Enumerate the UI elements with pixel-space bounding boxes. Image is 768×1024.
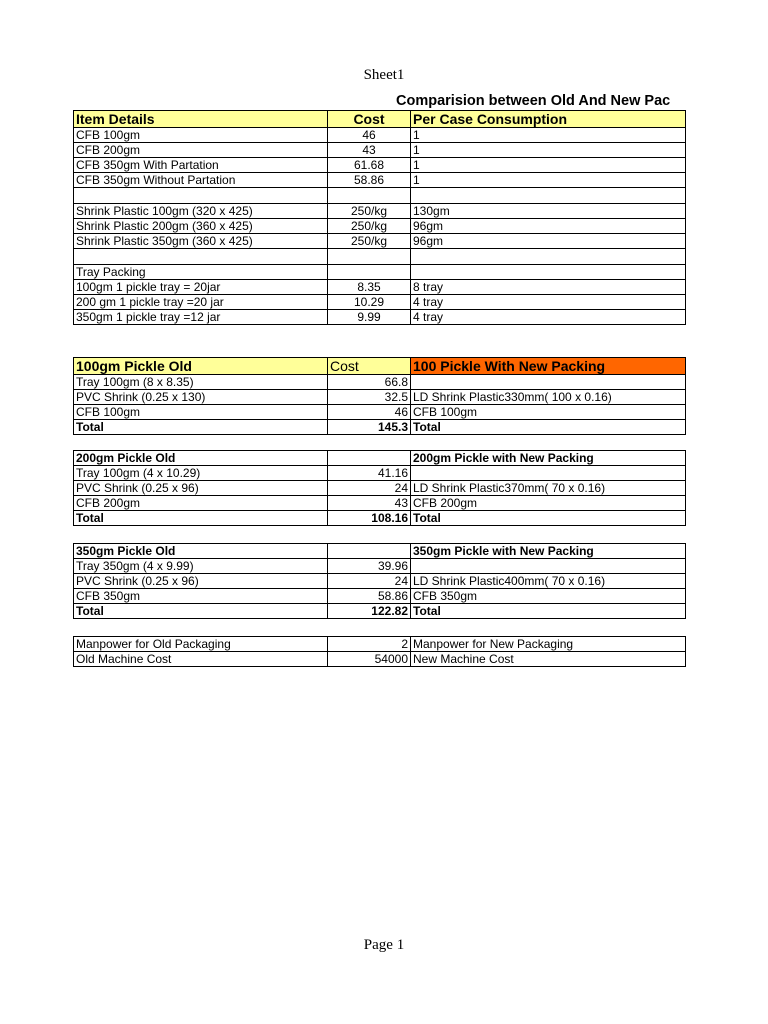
table-row: [74, 158, 686, 173]
cell: [411, 188, 686, 204]
table-row: [74, 574, 686, 589]
table-row: [74, 280, 686, 295]
cell: Tray 100gm (8 x 8.35): [74, 375, 328, 390]
section-350-header-old: 350gm Pickle Old: [74, 544, 328, 559]
items-header-cost: Cost: [328, 111, 411, 128]
table-row: [74, 604, 686, 619]
cell: 145.3: [328, 420, 411, 435]
section-350-header-new: 350gm Pickle with New Packing: [411, 544, 686, 559]
cell: CFB 100gm: [411, 405, 686, 420]
cell: CFB 350gm: [411, 589, 686, 604]
cell: Old Machine Cost: [74, 652, 328, 667]
cell: Shrink Plastic 350gm (360 x 425): [74, 234, 328, 249]
cell: [328, 249, 411, 265]
cell: 250/kg: [328, 234, 411, 249]
cell: Shrink Plastic 200gm (360 x 425): [74, 219, 328, 234]
cell: Total: [411, 604, 686, 619]
cell: 200 gm 1 pickle tray =20 jar: [74, 295, 328, 310]
cell: Total: [74, 511, 328, 526]
cell: [411, 265, 686, 280]
cell: 1: [411, 173, 686, 188]
cell: CFB 350gm Without Partation: [74, 173, 328, 188]
cell: [411, 466, 686, 481]
cell: 43: [328, 496, 411, 511]
cell: CFB 200gm: [74, 496, 328, 511]
manpower-table: [73, 636, 686, 667]
sheet-title: Comparision between Old And New Pac: [396, 93, 671, 109]
cell: 122.82: [328, 604, 411, 619]
cell: LD Shrink Plastic370mm( 70 x 0.16): [411, 481, 686, 496]
table-row: [74, 143, 686, 158]
cell: 10.29: [328, 295, 411, 310]
cell: Tray Packing: [74, 265, 328, 280]
cell: 8.35: [328, 280, 411, 295]
cell: 130gm: [411, 204, 686, 219]
table-row: [74, 390, 686, 405]
section-100-header-old: 100gm Pickle Old: [74, 358, 328, 375]
section-200-header-cost: [328, 451, 411, 466]
cell: 43: [328, 143, 411, 158]
cell: [328, 188, 411, 204]
sheet-name: Sheet1: [363, 67, 405, 83]
items-table: [73, 110, 686, 325]
cell: PVC Shrink (0.25 x 96): [74, 574, 328, 589]
table-row: [74, 637, 686, 652]
cell: 54000: [328, 652, 411, 667]
cell: 46: [328, 405, 411, 420]
section-350gm-table: [73, 543, 686, 619]
section-200gm-table: [73, 450, 686, 526]
section-100-header-cost: Cost: [328, 358, 411, 375]
cell: [411, 559, 686, 574]
cell: 1: [411, 158, 686, 173]
table-row: [74, 559, 686, 574]
cell: [74, 249, 328, 265]
table-row: [74, 589, 686, 604]
cell: 8 tray: [411, 280, 686, 295]
cell: 24: [328, 481, 411, 496]
table-row: [74, 496, 686, 511]
cell: 9.99: [328, 310, 411, 325]
table-row: [74, 204, 686, 219]
table-row: [74, 405, 686, 420]
table-row: [74, 420, 686, 435]
cell: PVC Shrink (0.25 x 130): [74, 390, 328, 405]
cell: 96gm: [411, 234, 686, 249]
cell: Tray 350gm (4 x 9.99): [74, 559, 328, 574]
cell: [411, 249, 686, 265]
cell: Total: [411, 511, 686, 526]
cell: Shrink Plastic 100gm (320 x 425): [74, 204, 328, 219]
cell: 58.86: [328, 589, 411, 604]
cell: CFB 200gm: [74, 143, 328, 158]
cell: CFB 100gm: [74, 128, 328, 143]
cell: 2: [328, 637, 411, 652]
cell: 58.86: [328, 173, 411, 188]
table-row: [74, 188, 686, 204]
cell: LD Shrink Plastic400mm( 70 x 0.16): [411, 574, 686, 589]
cell: 24: [328, 574, 411, 589]
cell: 96gm: [411, 219, 686, 234]
cell: 250/kg: [328, 219, 411, 234]
cell: Total: [411, 420, 686, 435]
cell: CFB 350gm: [74, 589, 328, 604]
cell: 41.16: [328, 466, 411, 481]
cell: CFB 200gm: [411, 496, 686, 511]
cell: 46: [328, 128, 411, 143]
cell: 108.16: [328, 511, 411, 526]
section-100-header-new: 100 Pickle With New Packing: [411, 358, 686, 375]
table-row: [74, 234, 686, 249]
cell: 4 tray: [411, 295, 686, 310]
cell: [328, 265, 411, 280]
table-row: [74, 249, 686, 265]
table-row: [74, 265, 686, 280]
table-row: [74, 375, 686, 390]
table-row: [74, 652, 686, 667]
cell: Tray 100gm (4 x 10.29): [74, 466, 328, 481]
section-200-header-old: 200gm Pickle Old: [74, 451, 328, 466]
table-row: [74, 128, 686, 143]
table-row: [74, 481, 686, 496]
table-row: [74, 173, 686, 188]
cell: 250/kg: [328, 204, 411, 219]
items-header-details: Item Details: [74, 111, 328, 128]
cell: Manpower for New Packaging: [411, 637, 686, 652]
cell: 1: [411, 143, 686, 158]
cell: 1: [411, 128, 686, 143]
cell: PVC Shrink (0.25 x 96): [74, 481, 328, 496]
cell: 100gm 1 pickle tray = 20jar: [74, 280, 328, 295]
section-350-header-cost: [328, 544, 411, 559]
cell: 39.96: [328, 559, 411, 574]
cell: 32.5: [328, 390, 411, 405]
cell: 61.68: [328, 158, 411, 173]
cell: Total: [74, 604, 328, 619]
cell: CFB 100gm: [74, 405, 328, 420]
table-row: [74, 295, 686, 310]
cell: 66.8: [328, 375, 411, 390]
cell: LD Shrink Plastic330mm( 100 x 0.16): [411, 390, 686, 405]
cell: Manpower for Old Packaging: [74, 637, 328, 652]
items-header-consumption: Per Case Consumption: [411, 111, 686, 128]
section-100gm-table: [73, 357, 686, 435]
cell: Total: [74, 420, 328, 435]
cell: New Machine Cost: [411, 652, 686, 667]
cell: [74, 188, 328, 204]
section-200-header-new: 200gm Pickle with New Packing: [411, 451, 686, 466]
cell: 4 tray: [411, 310, 686, 325]
table-row: [74, 310, 686, 325]
table-row: [74, 511, 686, 526]
cell: CFB 350gm With Partation: [74, 158, 328, 173]
page-number: Page 1: [363, 937, 405, 953]
cell: 350gm 1 pickle tray =12 jar: [74, 310, 328, 325]
table-row: [74, 219, 686, 234]
table-row: [74, 466, 686, 481]
cell: [411, 375, 686, 390]
